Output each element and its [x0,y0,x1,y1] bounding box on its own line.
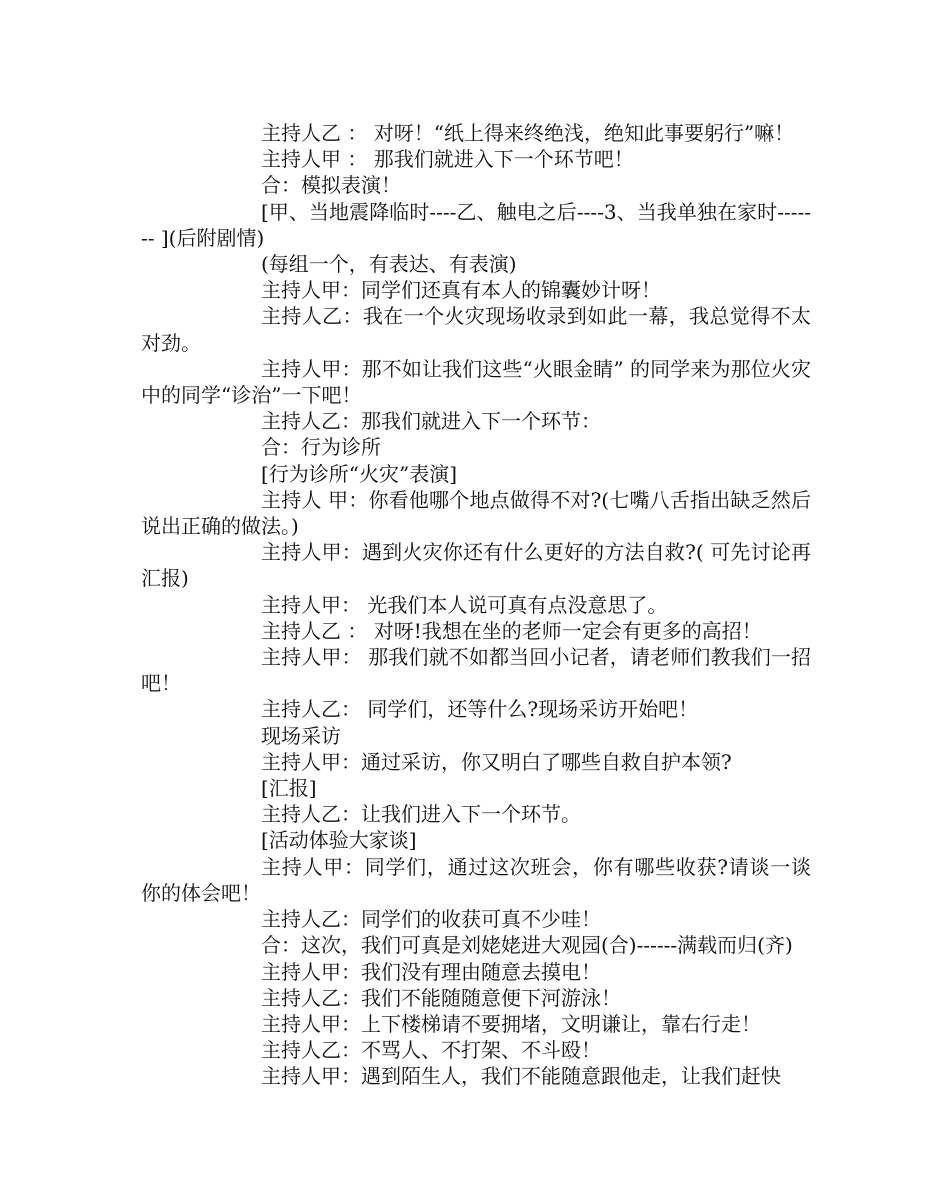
paragraph: 主持人甲：遇到陌生人，我们不能随意跟他走，让我们赶快 [261,1064,781,1089]
paragraph: [汇报] [261,776,317,801]
paragraph: [活动体验大家谈] [261,828,417,853]
paragraph: 主持人甲：通过采访，你又明白了哪些自救自护本领? [261,749,732,774]
paragraph: 主持人甲： 光我们本人说可真有点没意思了。 [261,592,668,617]
paragraph: 合：行为诊所 [261,435,381,460]
paragraph: 主持人甲：同学们还真有本人的锦囊妙计呀！ [261,278,661,303]
paragraph: [行为诊所“火灾”表演] [261,461,458,486]
paragraph: [甲、当地震降临时----乙、触电之后----3、当我单独在家时------- ](后附剧情) [141,199,811,250]
paragraph: 主持人甲：同学们，通过这次班会，你有哪些收获?请谈一谈你的体会吧！ [141,854,811,905]
paragraph: 主持人甲：那不如让我们这些“火眼金睛” 的同学来为那位火灾中的同学“诊治”一下吧！ [141,356,811,408]
paragraph: 主持人乙：同学们的收获可真不少哇！ [261,907,601,932]
paragraph: 主持人甲： 那我们就不如都当回小记者，请老师们教我们一招吧！ [141,645,811,696]
document-body [141,120,811,1090]
paragraph: 主持人乙 ： 对呀！“纸上得来终绝浅，绝知此事要躬行”嘛！ [261,121,795,145]
paragraph: 主持人甲：遇到火灾你还有什么更好的方法自救?( 可先讨论再汇报) [141,540,811,591]
paragraph: 合：这次，我们可真是刘姥姥进大观园(合)------满载而归(齐) [261,933,793,958]
paragraph: 主持人乙：我们不能随随意便下河游泳！ [261,985,621,1010]
paragraph: 主持人甲：上下楼梯请不要拥堵，文明谦让，靠右行走！ [261,1011,761,1036]
paragraph: 主持人甲：我们没有理由随意去摸电！ [261,959,601,984]
paragraph: 主持人 甲：你看他哪个地点做得不对?(七嘴八舌指出缺乏然后说出正确的做法。) [141,487,811,539]
paragraph: 合：模拟表演！ [261,173,401,198]
paragraph: 现场采访 [261,723,341,748]
paragraph: 主持人乙：我在一个火灾现场收录到如此一幕，我总觉得不太对劲。 [141,304,811,355]
paragraph: 主持人甲 ： 那我们就进入下一个环节吧！ [261,147,634,172]
paragraph: 主持人乙 ： 对呀!我想在坐的老师一定会有更多的高招！ [261,618,762,643]
paragraph: 主持人乙：那我们就进入下一个环节： [261,409,601,434]
paragraph: 主持人乙：让我们进入下一个环节。 [261,802,581,827]
paragraph: (每组一个，有表达、有表演) [261,252,517,277]
paragraph: 主持人乙： 同学们，还等什么?现场采访开始吧！ [261,697,699,722]
paragraph: 主持人乙：不骂人、不打架、不斗殴！ [261,1038,601,1063]
